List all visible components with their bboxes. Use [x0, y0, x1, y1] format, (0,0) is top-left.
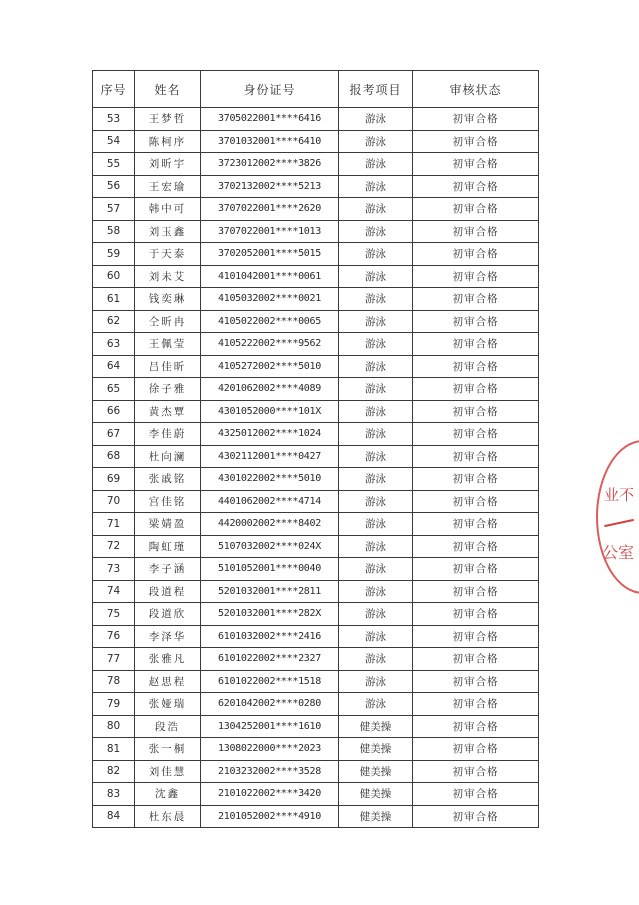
cell-review-status: 初审合格 [413, 670, 539, 693]
cell-id-number: 4105032002****0021 [201, 288, 339, 311]
cell-event: 游泳 [339, 378, 413, 401]
cell-name: 梁婧盈 [135, 513, 201, 536]
cell-name: 沈鑫 [135, 783, 201, 806]
cell-name: 宫佳铭 [135, 490, 201, 513]
cell-serial-number: 65 [93, 378, 135, 401]
cell-review-status: 初审合格 [413, 468, 539, 491]
cell-event: 游泳 [339, 558, 413, 581]
cell-serial-number: 67 [93, 423, 135, 446]
cell-name: 钱奕琳 [135, 288, 201, 311]
cell-id-number: 6201042002****0280 [201, 693, 339, 716]
cell-review-status: 初审合格 [413, 175, 539, 198]
cell-id-number: 3702052001****5015 [201, 243, 339, 266]
cell-name: 张娅瑞 [135, 693, 201, 716]
cell-serial-number: 78 [93, 670, 135, 693]
cell-serial-number: 60 [93, 265, 135, 288]
cell-id-number: 3702132002****5213 [201, 175, 339, 198]
cell-event: 游泳 [339, 625, 413, 648]
cell-serial-number: 76 [93, 625, 135, 648]
table-header-row [93, 71, 539, 108]
cell-review-status: 初审合格 [413, 153, 539, 176]
cell-id-number: 4302112001****0427 [201, 445, 339, 468]
cell-event: 游泳 [339, 175, 413, 198]
cell-serial-number: 74 [93, 580, 135, 603]
header-id-number: 身份证号 [201, 71, 339, 108]
cell-id-number: 2101022002****3420 [201, 783, 339, 806]
cell-event: 游泳 [339, 693, 413, 716]
cell-id-number: 2101052002****4910 [201, 805, 339, 828]
cell-serial-number: 66 [93, 400, 135, 423]
cell-review-status: 初审合格 [413, 783, 539, 806]
cell-review-status: 初审合格 [413, 535, 539, 558]
cell-review-status: 初审合格 [413, 310, 539, 333]
cell-serial-number: 63 [93, 333, 135, 356]
cell-serial-number: 58 [93, 220, 135, 243]
cell-serial-number: 73 [93, 558, 135, 581]
cell-id-number: 3705022001****6416 [201, 108, 339, 131]
cell-serial-number: 64 [93, 355, 135, 378]
candidate-table [92, 70, 539, 828]
cell-review-status: 初审合格 [413, 198, 539, 221]
cell-serial-number: 56 [93, 175, 135, 198]
cell-name: 段道程 [135, 580, 201, 603]
cell-review-status: 初审合格 [413, 580, 539, 603]
table-row [93, 648, 539, 671]
cell-name: 杜向澜 [135, 445, 201, 468]
cell-event: 游泳 [339, 108, 413, 131]
cell-name: 于天泰 [135, 243, 201, 266]
cell-event: 游泳 [339, 198, 413, 221]
cell-name: 刘佳慧 [135, 760, 201, 783]
cell-name: 杜东晨 [135, 805, 201, 828]
cell-event: 游泳 [339, 423, 413, 446]
cell-review-status: 初审合格 [413, 490, 539, 513]
cell-id-number: 4420002002****8402 [201, 513, 339, 536]
table-row [93, 805, 539, 828]
table-row [93, 783, 539, 806]
cell-id-number: 4401062002****4714 [201, 490, 339, 513]
cell-id-number: 2103232002****3528 [201, 760, 339, 783]
cell-id-number: 4101042001****0061 [201, 265, 339, 288]
cell-review-status: 初审合格 [413, 378, 539, 401]
table-row [93, 625, 539, 648]
cell-review-status: 初审合格 [413, 333, 539, 356]
cell-serial-number: 83 [93, 783, 135, 806]
cell-id-number: 4105022002****0065 [201, 310, 339, 333]
cell-serial-number: 77 [93, 648, 135, 671]
cell-review-status: 初审合格 [413, 513, 539, 536]
table-row [93, 130, 539, 153]
cell-name: 张雅凡 [135, 648, 201, 671]
table-row [93, 738, 539, 761]
cell-serial-number: 75 [93, 603, 135, 626]
cell-event: 游泳 [339, 400, 413, 423]
cell-id-number: 6101022002****2327 [201, 648, 339, 671]
cell-review-status: 初审合格 [413, 288, 539, 311]
cell-id-number: 4325012002****1024 [201, 423, 339, 446]
cell-event: 游泳 [339, 468, 413, 491]
cell-id-number: 3707022001****2620 [201, 198, 339, 221]
cell-serial-number: 71 [93, 513, 135, 536]
cell-name: 徐子雅 [135, 378, 201, 401]
cell-serial-number: 62 [93, 310, 135, 333]
table-row [93, 333, 539, 356]
cell-name: 段道欣 [135, 603, 201, 626]
cell-review-status: 初审合格 [413, 805, 539, 828]
cell-review-status: 初审合格 [413, 423, 539, 446]
cell-event: 游泳 [339, 153, 413, 176]
table-row [93, 445, 539, 468]
cell-event: 游泳 [339, 310, 413, 333]
table-row [93, 468, 539, 491]
cell-event: 游泳 [339, 243, 413, 266]
cell-serial-number: 79 [93, 693, 135, 716]
cell-serial-number: 54 [93, 130, 135, 153]
cell-event: 健美操 [339, 738, 413, 761]
cell-serial-number: 57 [93, 198, 135, 221]
cell-serial-number: 61 [93, 288, 135, 311]
cell-name: 段浩 [135, 715, 201, 738]
cell-review-status: 初审合格 [413, 715, 539, 738]
cell-event: 健美操 [339, 715, 413, 738]
table-body [93, 108, 539, 828]
cell-id-number: 5201032001****282X [201, 603, 339, 626]
cell-name: 韩中可 [135, 198, 201, 221]
table-row [93, 603, 539, 626]
cell-name: 仝昕冉 [135, 310, 201, 333]
cell-name: 李佳蔚 [135, 423, 201, 446]
cell-review-status: 初审合格 [413, 445, 539, 468]
cell-id-number: 3707022001****1013 [201, 220, 339, 243]
header-review-status: 审核状态 [413, 71, 539, 108]
cell-serial-number: 69 [93, 468, 135, 491]
cell-name: 陶虹瑾 [135, 535, 201, 558]
cell-review-status: 初审合格 [413, 220, 539, 243]
table-row [93, 175, 539, 198]
cell-id-number: 5101052001****0040 [201, 558, 339, 581]
cell-id-number: 4105222002****9562 [201, 333, 339, 356]
cell-id-number: 6101022002****1518 [201, 670, 339, 693]
cell-event: 游泳 [339, 535, 413, 558]
table-row [93, 378, 539, 401]
table-row [93, 198, 539, 221]
cell-event: 游泳 [339, 580, 413, 603]
cell-serial-number: 68 [93, 445, 135, 468]
cell-event: 游泳 [339, 670, 413, 693]
cell-id-number: 1304252001****1610 [201, 715, 339, 738]
cell-name: 王梦哲 [135, 108, 201, 131]
cell-name: 刘玉鑫 [135, 220, 201, 243]
table-row [93, 220, 539, 243]
cell-id-number: 4301022002****5010 [201, 468, 339, 491]
table-row [93, 400, 539, 423]
cell-event: 游泳 [339, 490, 413, 513]
cell-review-status: 初审合格 [413, 625, 539, 648]
cell-id-number: 3723012002****3826 [201, 153, 339, 176]
cell-name: 张戚铭 [135, 468, 201, 491]
cell-id-number: 1308022000****2023 [201, 738, 339, 761]
cell-review-status: 初审合格 [413, 603, 539, 626]
header-event: 报考项目 [339, 71, 413, 108]
cell-review-status: 初审合格 [413, 558, 539, 581]
cell-serial-number: 55 [93, 153, 135, 176]
cell-review-status: 初审合格 [413, 648, 539, 671]
cell-event: 游泳 [339, 355, 413, 378]
table-row [93, 715, 539, 738]
cell-serial-number: 81 [93, 738, 135, 761]
cell-name: 黄杰覃 [135, 400, 201, 423]
table-row [93, 423, 539, 446]
cell-review-status: 初审合格 [413, 693, 539, 716]
cell-name: 吕佳昕 [135, 355, 201, 378]
cell-event: 游泳 [339, 130, 413, 153]
table-row [93, 153, 539, 176]
cell-event: 游泳 [339, 445, 413, 468]
cell-event: 游泳 [339, 265, 413, 288]
cell-event: 游泳 [339, 333, 413, 356]
cell-id-number: 4201062002****4089 [201, 378, 339, 401]
table-row [93, 580, 539, 603]
table-row [93, 490, 539, 513]
table-row [93, 513, 539, 536]
cell-id-number: 4301052000****101X [201, 400, 339, 423]
table-row [93, 288, 539, 311]
cell-name: 陈柯序 [135, 130, 201, 153]
cell-name: 李子涵 [135, 558, 201, 581]
cell-name: 赵思程 [135, 670, 201, 693]
cell-event: 健美操 [339, 805, 413, 828]
cell-id-number: 5201032001****2811 [201, 580, 339, 603]
cell-serial-number: 72 [93, 535, 135, 558]
seal-text-bottom: 公室 [602, 543, 635, 562]
cell-event: 健美操 [339, 783, 413, 806]
cell-id-number: 4105272002****5010 [201, 355, 339, 378]
table-row [93, 355, 539, 378]
table-row [93, 670, 539, 693]
table-row [93, 760, 539, 783]
cell-event: 健美操 [339, 760, 413, 783]
cell-event: 游泳 [339, 288, 413, 311]
official-seal-stamp [596, 440, 639, 594]
header-name: 姓名 [135, 71, 201, 108]
cell-review-status: 初审合格 [413, 760, 539, 783]
cell-review-status: 初审合格 [413, 130, 539, 153]
table-row [93, 108, 539, 131]
header-serial-number: 序号 [93, 71, 135, 108]
cell-review-status: 初审合格 [413, 400, 539, 423]
cell-name: 王佩莹 [135, 333, 201, 356]
cell-id-number: 6101032002****2416 [201, 625, 339, 648]
cell-serial-number: 80 [93, 715, 135, 738]
table-row [93, 243, 539, 266]
table-row [93, 310, 539, 333]
cell-event: 游泳 [339, 220, 413, 243]
cell-id-number: 3701032001****6410 [201, 130, 339, 153]
cell-serial-number: 82 [93, 760, 135, 783]
cell-serial-number: 70 [93, 490, 135, 513]
cell-name: 张一桐 [135, 738, 201, 761]
cell-review-status: 初审合格 [413, 243, 539, 266]
cell-review-status: 初审合格 [413, 108, 539, 131]
seal-text-top: 业不 [604, 486, 635, 504]
table-row [93, 558, 539, 581]
cell-serial-number: 84 [93, 805, 135, 828]
cell-event: 游泳 [339, 513, 413, 536]
cell-review-status: 初审合格 [413, 265, 539, 288]
cell-name: 刘昕宇 [135, 153, 201, 176]
table-row [93, 535, 539, 558]
cell-review-status: 初审合格 [413, 355, 539, 378]
cell-id-number: 5107032002****024X [201, 535, 339, 558]
cell-name: 刘未艾 [135, 265, 201, 288]
cell-serial-number: 53 [93, 108, 135, 131]
cell-event: 游泳 [339, 648, 413, 671]
table-row [93, 693, 539, 716]
cell-name: 李泽华 [135, 625, 201, 648]
cell-event: 游泳 [339, 603, 413, 626]
cell-serial-number: 59 [93, 243, 135, 266]
cell-review-status: 初审合格 [413, 738, 539, 761]
cell-name: 王宏瑜 [135, 175, 201, 198]
table-row [93, 265, 539, 288]
